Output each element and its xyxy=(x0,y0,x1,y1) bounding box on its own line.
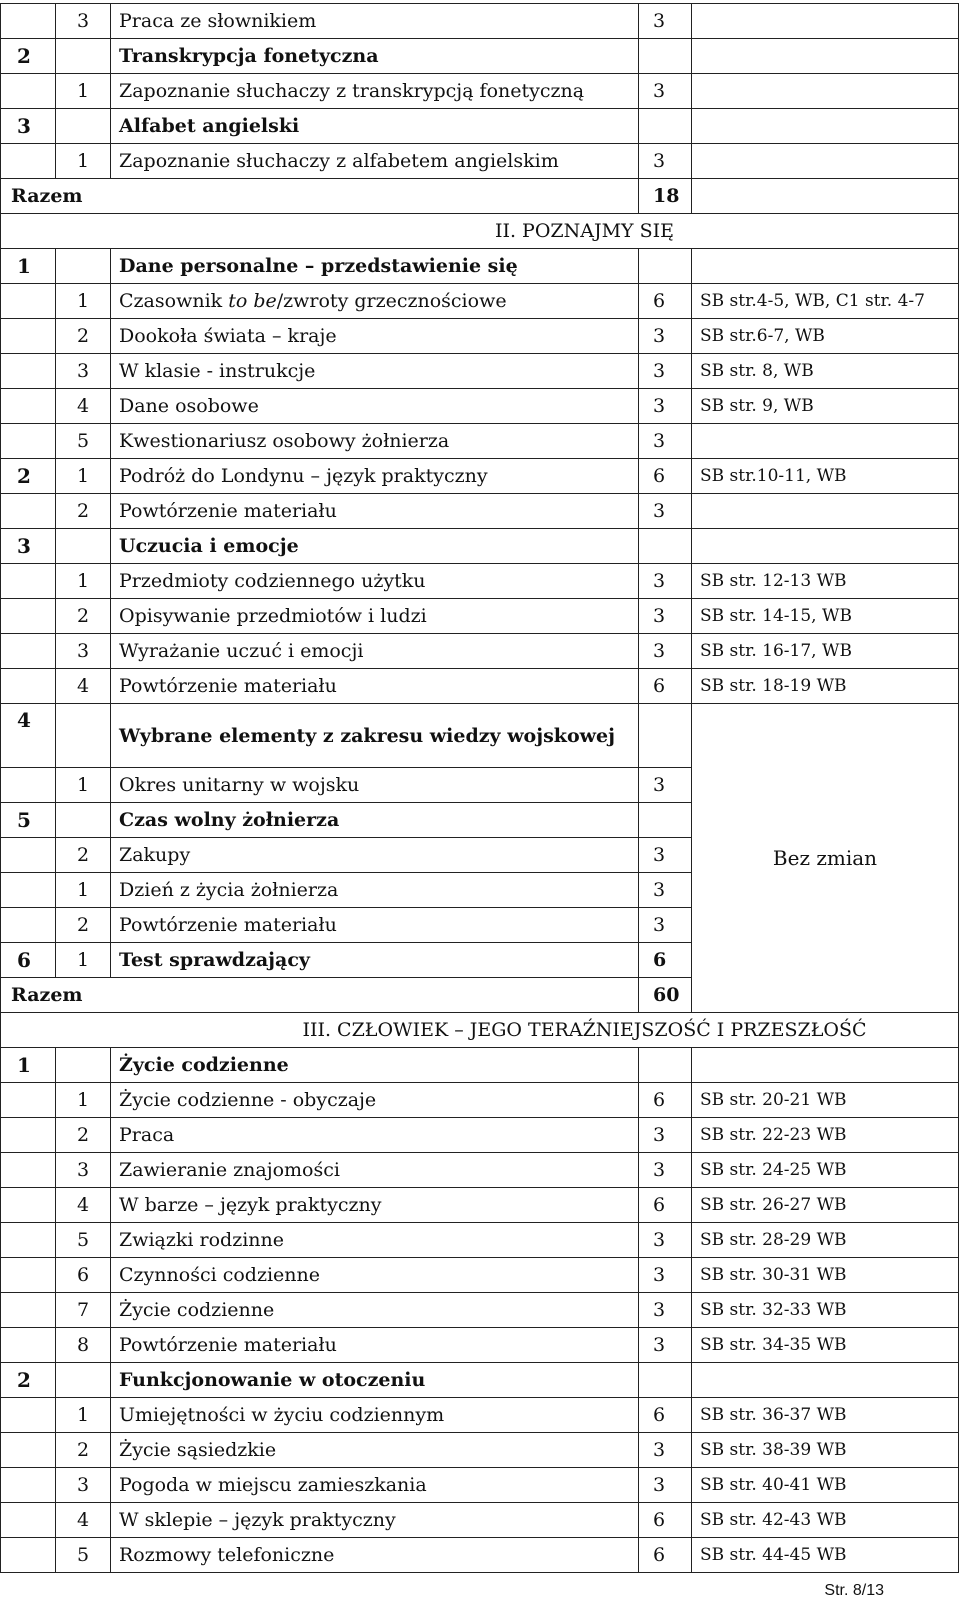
topic-title: Życie sąsiedzkie xyxy=(111,1433,639,1468)
lesson-number: 1 xyxy=(56,144,111,179)
table-row xyxy=(1,564,959,599)
topic-title: W klasie - instrukcje xyxy=(111,354,639,389)
summary-row xyxy=(1,179,959,214)
topic-title: Życie codzienne xyxy=(111,1293,639,1328)
topic-title: Uczucia i emocje xyxy=(111,529,639,564)
table-row xyxy=(1,1398,959,1433)
topic-title: Funkcjonowanie w otoczeniu xyxy=(111,1363,639,1398)
topic-title: Powtórzenie materiału xyxy=(111,908,639,943)
topic-number: 2 xyxy=(1,39,56,74)
hours-cell: 3 xyxy=(639,4,692,39)
topic-title: Przedmioty codziennego użytku xyxy=(111,564,639,599)
source-cell: SB str. 12-13 WB xyxy=(692,564,959,599)
table-row xyxy=(1,704,959,768)
topic-title: Rozmowy telefoniczne xyxy=(111,1538,639,1573)
table-row xyxy=(1,1223,959,1258)
topic-number: 3 xyxy=(1,529,56,564)
topic-number xyxy=(1,1223,56,1258)
topic-title: Zawieranie znajomości xyxy=(111,1153,639,1188)
source-cell: SB str. 36-37 WB xyxy=(692,1398,959,1433)
lesson-number: 3 xyxy=(56,1468,111,1503)
source-cell: SB str. 38-39 WB xyxy=(692,1433,959,1468)
source-cell xyxy=(692,1048,959,1083)
topic-number xyxy=(1,634,56,669)
table-row xyxy=(1,669,959,704)
source-cell: SB str. 34-35 WB xyxy=(692,1328,959,1363)
source-cell: SB str. 24-25 WB xyxy=(692,1153,959,1188)
hours-cell: 6 xyxy=(639,459,692,494)
summary-hours: 60 xyxy=(639,978,692,1013)
topic-number: 4 xyxy=(1,704,56,768)
topic-number xyxy=(1,494,56,529)
lesson-number: 1 xyxy=(56,284,111,319)
section-row xyxy=(1,214,959,249)
source-cell: SB str. 16-17, WB xyxy=(692,634,959,669)
topic-title: Umiejętności w życiu codziennym xyxy=(111,1398,639,1433)
table-row xyxy=(1,459,959,494)
hours-cell: 3 xyxy=(639,634,692,669)
page-number: Str. 8/13 xyxy=(824,1582,884,1599)
hours-cell: 6 xyxy=(639,1188,692,1223)
topic-title: Opisywanie przedmiotów i ludzi xyxy=(111,599,639,634)
topic-number xyxy=(1,599,56,634)
lesson-number: 1 xyxy=(56,459,111,494)
topic-title: Dane personalne – przedstawienie się xyxy=(111,249,639,284)
unchanged-note: Bez zmian xyxy=(692,704,959,1013)
table-row xyxy=(1,1258,959,1293)
source-cell xyxy=(692,179,959,214)
hours-cell: 3 xyxy=(639,1258,692,1293)
topic-number: 5 xyxy=(1,803,56,838)
topic-number xyxy=(1,669,56,704)
lesson-number xyxy=(56,803,111,838)
topic-number xyxy=(1,1433,56,1468)
lesson-number: 1 xyxy=(56,1398,111,1433)
syllabus-table xyxy=(0,3,959,1573)
topic-number xyxy=(1,838,56,873)
lesson-number: 1 xyxy=(56,873,111,908)
table-row xyxy=(1,109,959,144)
hours-cell: 3 xyxy=(639,319,692,354)
topic-title: Powtórzenie materiału xyxy=(111,1328,639,1363)
topic-number xyxy=(1,1118,56,1153)
source-cell: SB str. 22-23 WB xyxy=(692,1118,959,1153)
hours-cell: 6 xyxy=(639,943,692,978)
lesson-number: 4 xyxy=(56,669,111,704)
hours-cell: 3 xyxy=(639,908,692,943)
source-cell: SB str. 30-31 WB xyxy=(692,1258,959,1293)
hours-cell: 6 xyxy=(639,284,692,319)
hours-cell: 3 xyxy=(639,144,692,179)
lesson-number: 3 xyxy=(56,4,111,39)
topic-title: Zakupy xyxy=(111,838,639,873)
topic-number xyxy=(1,1503,56,1538)
hours-cell: 6 xyxy=(639,1398,692,1433)
table-row xyxy=(1,1188,959,1223)
topic-number xyxy=(1,1153,56,1188)
table-row xyxy=(1,249,959,284)
table-row xyxy=(1,1468,959,1503)
topic-number xyxy=(1,284,56,319)
source-cell: SB str. 9, WB xyxy=(692,389,959,424)
lesson-number: 2 xyxy=(56,908,111,943)
hours-cell xyxy=(639,1363,692,1398)
topic-title: Dzień z życia żołnierza xyxy=(111,873,639,908)
lesson-number: 4 xyxy=(56,389,111,424)
source-cell xyxy=(692,1363,959,1398)
table-row xyxy=(1,1538,959,1573)
topic-number: 1 xyxy=(1,1048,56,1083)
lesson-number xyxy=(56,109,111,144)
topic-number: 1 xyxy=(1,249,56,284)
topic-number xyxy=(1,1083,56,1118)
lesson-number: 2 xyxy=(56,319,111,354)
topic-number xyxy=(1,144,56,179)
topic-title-part: /zwroty grzecznościowe xyxy=(276,290,507,312)
topic-title: Kwestionariusz osobowy żołnierza xyxy=(111,424,639,459)
hours-cell xyxy=(639,39,692,74)
hours-cell: 3 xyxy=(639,424,692,459)
topic-number xyxy=(1,1468,56,1503)
lesson-number: 2 xyxy=(56,1433,111,1468)
topic-title: Alfabet angielski xyxy=(111,109,639,144)
topic-number xyxy=(1,564,56,599)
table-row xyxy=(1,389,959,424)
table-row xyxy=(1,354,959,389)
hours-cell: 6 xyxy=(639,1083,692,1118)
lesson-number: 2 xyxy=(56,838,111,873)
topic-title: Dookoła świata – kraje xyxy=(111,319,639,354)
lesson-number xyxy=(56,529,111,564)
lesson-number: 3 xyxy=(56,634,111,669)
topic-title: Życie codzienne xyxy=(111,1048,639,1083)
source-cell: SB str. 26-27 WB xyxy=(692,1188,959,1223)
lesson-number xyxy=(56,249,111,284)
lesson-number: 4 xyxy=(56,1188,111,1223)
table-row xyxy=(1,634,959,669)
lesson-number: 2 xyxy=(56,599,111,634)
topic-number xyxy=(1,908,56,943)
summary-hours: 18 xyxy=(639,179,692,214)
topic-title: Czynności codzienne xyxy=(111,1258,639,1293)
topic-title xyxy=(111,284,639,319)
hours-cell: 3 xyxy=(639,354,692,389)
hours-cell xyxy=(639,704,692,768)
table-row xyxy=(1,1328,959,1363)
table-row xyxy=(1,529,959,564)
table-row xyxy=(1,39,959,74)
hours-cell: 6 xyxy=(639,1538,692,1573)
topic-title: Praca ze słownikiem xyxy=(111,4,639,39)
lesson-number xyxy=(56,704,111,768)
hours-cell: 3 xyxy=(639,1433,692,1468)
lesson-number: 2 xyxy=(56,1118,111,1153)
source-cell xyxy=(692,424,959,459)
table-row xyxy=(1,319,959,354)
hours-cell: 3 xyxy=(639,1468,692,1503)
hours-cell: 6 xyxy=(639,669,692,704)
source-cell: SB str. 40-41 WB xyxy=(692,1468,959,1503)
source-cell: SB str. 28-29 WB xyxy=(692,1223,959,1258)
source-cell xyxy=(692,39,959,74)
source-cell: SB str. 32-33 WB xyxy=(692,1293,959,1328)
source-cell xyxy=(692,4,959,39)
topic-title: Zapoznanie słuchaczy z alfabetem angielskim xyxy=(111,144,639,179)
source-cell: SB str.10-11, WB xyxy=(692,459,959,494)
source-cell: SB str.6-7, WB xyxy=(692,319,959,354)
topic-title: Pogoda w miejscu zamieszkania xyxy=(111,1468,639,1503)
topic-number: 3 xyxy=(1,109,56,144)
topic-title: Praca xyxy=(111,1118,639,1153)
table-row xyxy=(1,424,959,459)
hours-cell: 3 xyxy=(639,873,692,908)
source-cell: SB str. 20-21 WB xyxy=(692,1083,959,1118)
table-row xyxy=(1,1048,959,1083)
table-row xyxy=(1,284,959,319)
topic-title: Dane osobowe xyxy=(111,389,639,424)
table-row xyxy=(1,1363,959,1398)
table-row xyxy=(1,1118,959,1153)
hours-cell: 3 xyxy=(639,389,692,424)
section-heading: III. CZŁOWIEK – JEGO TERAŹNIEJSZOŚĆ I PRZESZŁOŚĆ xyxy=(1,1013,959,1048)
topic-number: 2 xyxy=(1,459,56,494)
hours-cell xyxy=(639,803,692,838)
topic-title: W barze – język praktyczny xyxy=(111,1188,639,1223)
hours-cell xyxy=(639,249,692,284)
topic-title: Podróż do Londynu – język praktyczny xyxy=(111,459,639,494)
topic-number xyxy=(1,1328,56,1363)
topic-number xyxy=(1,768,56,803)
topic-number: 6 xyxy=(1,943,56,978)
hours-cell: 3 xyxy=(639,1328,692,1363)
lesson-number: 4 xyxy=(56,1503,111,1538)
topic-number xyxy=(1,354,56,389)
source-cell xyxy=(692,529,959,564)
topic-title: W sklepie – język praktyczny xyxy=(111,1503,639,1538)
topic-title: Wybrane elementy z zakresu wiedzy wojskowej xyxy=(111,704,639,768)
section-row xyxy=(1,1013,959,1048)
lesson-number: 5 xyxy=(56,1223,111,1258)
table-row xyxy=(1,1433,959,1468)
topic-number xyxy=(1,389,56,424)
lesson-number: 1 xyxy=(56,564,111,599)
topic-number xyxy=(1,1293,56,1328)
lesson-number: 5 xyxy=(56,424,111,459)
hours-cell: 3 xyxy=(639,1153,692,1188)
lesson-number: 1 xyxy=(56,768,111,803)
lesson-number: 2 xyxy=(56,494,111,529)
topic-number xyxy=(1,4,56,39)
topic-number xyxy=(1,319,56,354)
lesson-number: 8 xyxy=(56,1328,111,1363)
hours-cell: 3 xyxy=(639,564,692,599)
hours-cell: 3 xyxy=(639,1293,692,1328)
hours-cell: 3 xyxy=(639,599,692,634)
table-row xyxy=(1,494,959,529)
summary-label: Razem xyxy=(1,179,639,214)
table-row xyxy=(1,599,959,634)
table-row xyxy=(1,1293,959,1328)
hours-cell: 6 xyxy=(639,1503,692,1538)
lesson-number xyxy=(56,1048,111,1083)
source-cell: SB str. 42-43 WB xyxy=(692,1503,959,1538)
lesson-number: 1 xyxy=(56,943,111,978)
source-cell: SB str. 8, WB xyxy=(692,354,959,389)
table-row xyxy=(1,1503,959,1538)
source-cell xyxy=(692,144,959,179)
topic-number: 2 xyxy=(1,1363,56,1398)
hours-cell: 3 xyxy=(639,494,692,529)
topic-title: Związki rodzinne xyxy=(111,1223,639,1258)
lesson-number: 7 xyxy=(56,1293,111,1328)
hours-cell: 3 xyxy=(639,768,692,803)
summary-label: Razem xyxy=(1,978,639,1013)
table-row xyxy=(1,4,959,39)
table-row xyxy=(1,1083,959,1118)
topic-number xyxy=(1,74,56,109)
topic-title: Czas wolny żołnierza xyxy=(111,803,639,838)
lesson-number: 6 xyxy=(56,1258,111,1293)
lesson-number: 3 xyxy=(56,354,111,389)
table-row xyxy=(1,1153,959,1188)
hours-cell: 3 xyxy=(639,1223,692,1258)
hours-cell: 3 xyxy=(639,838,692,873)
source-cell xyxy=(692,109,959,144)
topic-title: Życie codzienne - obyczaje xyxy=(111,1083,639,1118)
topic-title: Transkrypcja fonetyczna xyxy=(111,39,639,74)
topic-title: Powtórzenie materiału xyxy=(111,494,639,529)
hours-cell: 3 xyxy=(639,74,692,109)
topic-title-part: Czasownik xyxy=(119,290,229,312)
hours-cell xyxy=(639,529,692,564)
topic-number xyxy=(1,1188,56,1223)
topic-number xyxy=(1,1538,56,1573)
topic-number xyxy=(1,873,56,908)
topic-title: Zapoznanie słuchaczy z transkrypcją fonetyczną xyxy=(111,74,639,109)
table-row xyxy=(1,144,959,179)
topic-number xyxy=(1,424,56,459)
hours-cell xyxy=(639,1048,692,1083)
lesson-number xyxy=(56,1363,111,1398)
source-cell: SB str.4-5, WB, C1 str. 4-7 xyxy=(692,284,959,319)
hours-cell xyxy=(639,109,692,144)
lesson-number: 3 xyxy=(56,1153,111,1188)
lesson-number: 5 xyxy=(56,1538,111,1573)
topic-title-emphasis: to be xyxy=(228,290,277,312)
section-heading: II. POZNAJMY SIĘ xyxy=(1,214,959,249)
table-row xyxy=(1,74,959,109)
source-cell xyxy=(692,249,959,284)
lesson-number: 1 xyxy=(56,74,111,109)
source-cell: SB str. 14-15, WB xyxy=(692,599,959,634)
source-cell: SB str. 18-19 WB xyxy=(692,669,959,704)
hours-cell: 3 xyxy=(639,1118,692,1153)
topic-title: Test sprawdzający xyxy=(111,943,639,978)
lesson-number xyxy=(56,39,111,74)
topic-number xyxy=(1,1398,56,1433)
topic-title: Okres unitarny w wojsku xyxy=(111,768,639,803)
topic-title: Wyrażanie uczuć i emocji xyxy=(111,634,639,669)
source-cell xyxy=(692,494,959,529)
source-cell xyxy=(692,74,959,109)
lesson-number: 1 xyxy=(56,1083,111,1118)
topic-title: Powtórzenie materiału xyxy=(111,669,639,704)
source-cell: SB str. 44-45 WB xyxy=(692,1538,959,1573)
topic-number xyxy=(1,1258,56,1293)
